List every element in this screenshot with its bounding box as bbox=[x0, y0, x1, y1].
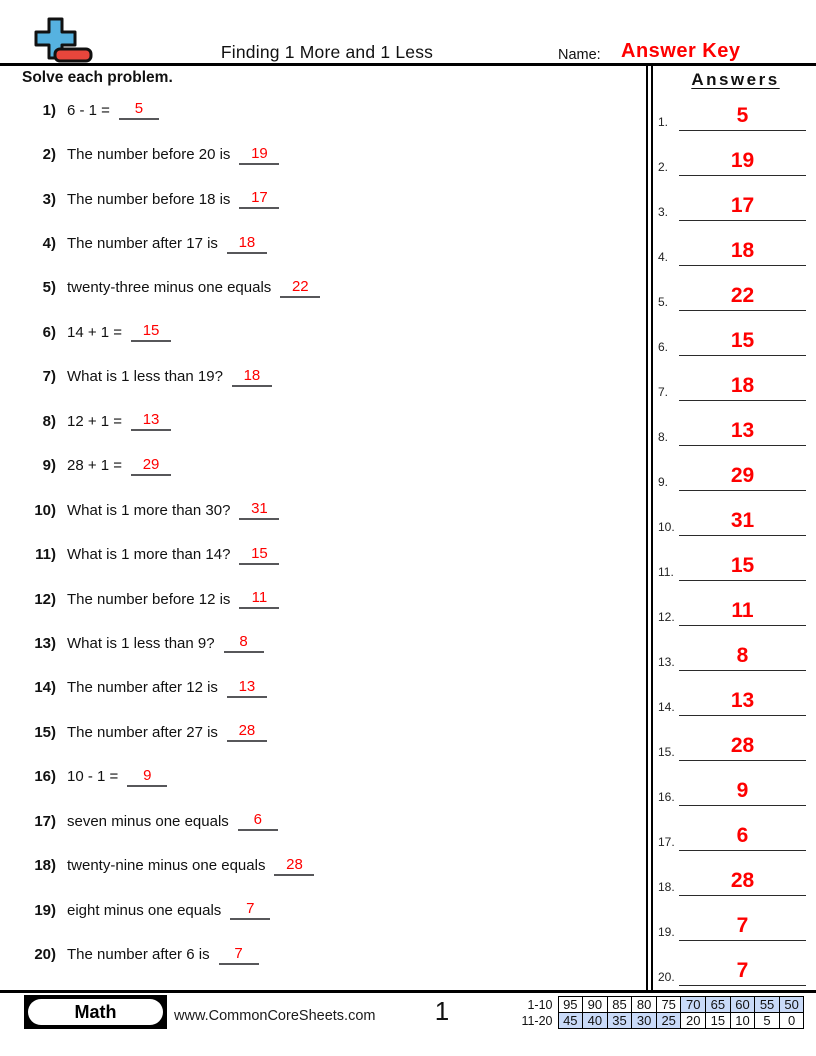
answer-row bbox=[655, 446, 816, 491]
problem-text: The number before 18 is bbox=[67, 190, 231, 208]
problem-text: What is 1 less than 19? bbox=[67, 368, 223, 386]
answer-value: 28 bbox=[679, 870, 806, 896]
worksheet-title: Finding 1 More and 1 Less bbox=[220, 42, 434, 62]
answer-row bbox=[655, 671, 816, 716]
problem-number: 2) bbox=[42, 146, 56, 164]
answer-row bbox=[655, 401, 816, 446]
problem-number: 5) bbox=[42, 279, 56, 297]
answer-number: 2. bbox=[658, 159, 669, 174]
subject-badge bbox=[24, 995, 167, 1029]
problem-number: 14) bbox=[34, 679, 56, 697]
problem-text: The number after 12 is bbox=[67, 679, 218, 697]
score-cell: 15 bbox=[706, 1013, 731, 1029]
score-cell: 95 bbox=[558, 997, 583, 1013]
problem-answer: 7 bbox=[219, 945, 259, 965]
answers-panel bbox=[655, 70, 816, 984]
score-row bbox=[516, 1013, 804, 1029]
answer-number: 15. bbox=[658, 744, 675, 759]
problem-number: 6) bbox=[42, 323, 56, 341]
problem-row bbox=[26, 355, 638, 399]
problem-answer: 18 bbox=[227, 234, 267, 254]
answer-row bbox=[655, 536, 816, 581]
answer-value: 8 bbox=[679, 645, 806, 671]
problem-text: 28 + 1 = bbox=[67, 457, 123, 475]
problem-number: 17) bbox=[34, 812, 56, 830]
problem-row bbox=[26, 310, 638, 354]
problem-row bbox=[26, 621, 638, 665]
problem-text: The number after 17 is bbox=[67, 235, 218, 253]
problem-number: 18) bbox=[34, 857, 56, 875]
answer-value: 29 bbox=[679, 465, 806, 491]
problem-row bbox=[26, 755, 638, 799]
problem-row bbox=[26, 132, 638, 176]
answers-divider bbox=[646, 63, 653, 990]
problem-text: The number after 27 is bbox=[67, 723, 218, 741]
answer-value: 7 bbox=[679, 960, 806, 986]
score-cell: 90 bbox=[583, 997, 608, 1013]
problem-answer: 13 bbox=[131, 411, 171, 431]
problem-text: twenty-three minus one equals bbox=[67, 279, 272, 297]
answer-value: 18 bbox=[679, 375, 806, 401]
problem-answer: 11 bbox=[239, 589, 279, 609]
answer-value: 13 bbox=[679, 690, 806, 716]
problem-number: 7) bbox=[42, 368, 56, 386]
answer-row bbox=[655, 896, 816, 941]
problem-answer: 15 bbox=[239, 545, 279, 565]
answer-value: 15 bbox=[679, 330, 806, 356]
problem-answer: 28 bbox=[227, 722, 267, 742]
score-cell: 45 bbox=[558, 1013, 583, 1029]
answer-number: 5. bbox=[658, 294, 669, 309]
score-cell: 65 bbox=[706, 997, 731, 1013]
answer-value: 9 bbox=[679, 780, 806, 806]
score-cell: 70 bbox=[681, 997, 706, 1013]
answer-value: 7 bbox=[679, 915, 806, 941]
problem-number: 20) bbox=[34, 946, 56, 964]
answer-value: 6 bbox=[679, 825, 806, 851]
problem-answer: 15 bbox=[131, 322, 171, 342]
problem-text: The number before 20 is bbox=[67, 146, 231, 164]
problem-number: 1) bbox=[42, 101, 56, 119]
problem-answer: 8 bbox=[224, 633, 264, 653]
name-label: Name: bbox=[558, 47, 601, 63]
answer-row bbox=[655, 806, 816, 851]
score-cell: 55 bbox=[755, 997, 780, 1013]
answer-value: 13 bbox=[679, 420, 806, 446]
answer-number: 8. bbox=[658, 429, 669, 444]
problem-row bbox=[26, 799, 638, 843]
website-url: www.CommonCoreSheets.com bbox=[174, 1008, 376, 1024]
score-cell: 0 bbox=[779, 1013, 804, 1029]
score-cell: 50 bbox=[779, 997, 804, 1013]
answer-number: 1. bbox=[658, 114, 669, 129]
problem-answer: 5 bbox=[119, 100, 159, 120]
problem-text: seven minus one equals bbox=[67, 812, 229, 830]
problem-number: 15) bbox=[34, 723, 56, 741]
header-rule bbox=[0, 63, 816, 66]
answer-row bbox=[655, 491, 816, 536]
problem-text: twenty-nine minus one equals bbox=[67, 857, 266, 875]
answer-row bbox=[655, 761, 816, 806]
answer-row bbox=[655, 941, 816, 986]
answer-number: 19. bbox=[658, 924, 675, 939]
score-table bbox=[516, 996, 804, 1029]
problem-text: The number before 12 is bbox=[67, 590, 231, 608]
score-cell: 60 bbox=[730, 997, 755, 1013]
problem-answer: 22 bbox=[280, 278, 320, 298]
answer-number: 7. bbox=[658, 384, 669, 399]
answer-row bbox=[655, 626, 816, 671]
problem-answer: 17 bbox=[239, 189, 279, 209]
answer-number: 20. bbox=[658, 969, 675, 984]
problem-number: 11) bbox=[35, 546, 56, 564]
answer-number: 16. bbox=[658, 789, 675, 804]
answers-list bbox=[655, 86, 816, 986]
answer-row bbox=[655, 716, 816, 761]
subject-badge-label: Math bbox=[28, 999, 163, 1025]
score-cell: 5 bbox=[755, 1013, 780, 1029]
answer-value: 31 bbox=[679, 510, 806, 536]
problem-row bbox=[26, 444, 638, 488]
problem-row bbox=[26, 710, 638, 754]
answer-value: 19 bbox=[679, 150, 806, 176]
answer-number: 18. bbox=[658, 879, 675, 894]
score-cell: 20 bbox=[681, 1013, 706, 1029]
score-range-label: 1-10 bbox=[527, 997, 553, 1012]
answer-row bbox=[655, 581, 816, 626]
problem-answer: 6 bbox=[238, 811, 278, 831]
problem-text: What is 1 less than 9? bbox=[67, 634, 215, 652]
problems-list bbox=[26, 88, 638, 977]
problem-answer: 18 bbox=[232, 367, 272, 387]
answer-number: 13. bbox=[658, 654, 675, 669]
score-cell: 40 bbox=[583, 1013, 608, 1029]
answer-row bbox=[655, 86, 816, 131]
answers-title: Answers bbox=[691, 70, 780, 89]
score-cell: 10 bbox=[730, 1013, 755, 1029]
problem-text: 12 + 1 = bbox=[67, 412, 123, 430]
problem-row bbox=[26, 399, 638, 443]
instructions: Solve each problem. bbox=[22, 69, 173, 86]
answer-number: 4. bbox=[658, 249, 669, 264]
problem-number: 16) bbox=[34, 768, 56, 786]
problem-number: 19) bbox=[34, 901, 56, 919]
problem-number: 8) bbox=[42, 412, 56, 430]
problem-answer: 31 bbox=[239, 500, 279, 520]
page-number: 1 bbox=[434, 996, 450, 1026]
answer-number: 6. bbox=[658, 339, 669, 354]
score-cell: 35 bbox=[607, 1013, 632, 1029]
answer-row bbox=[655, 851, 816, 896]
answer-row bbox=[655, 311, 816, 356]
problem-answer: 13 bbox=[227, 678, 267, 698]
answer-number: 10. bbox=[658, 519, 675, 534]
problem-row bbox=[26, 532, 638, 576]
problem-row bbox=[26, 932, 638, 976]
score-row bbox=[516, 997, 804, 1013]
problem-number: 13) bbox=[34, 634, 56, 652]
answer-value: 15 bbox=[679, 555, 806, 581]
answer-number: 14. bbox=[658, 699, 675, 714]
problem-row bbox=[26, 488, 638, 532]
answer-number: 17. bbox=[658, 834, 675, 849]
problem-row bbox=[26, 843, 638, 887]
problem-row bbox=[26, 221, 638, 265]
problem-text: 10 - 1 = bbox=[67, 768, 119, 786]
problem-text: What is 1 more than 14? bbox=[67, 546, 231, 564]
problem-answer: 7 bbox=[230, 900, 270, 920]
problem-text: 6 - 1 = bbox=[67, 101, 110, 119]
score-cell: 80 bbox=[632, 997, 657, 1013]
answer-number: 12. bbox=[658, 609, 675, 624]
name-value-answer-key: Answer Key bbox=[621, 40, 741, 62]
answer-number: 3. bbox=[658, 204, 669, 219]
score-range-label: 11-20 bbox=[521, 1013, 553, 1028]
problem-answer: 19 bbox=[239, 145, 279, 165]
score-table-body bbox=[516, 997, 804, 1029]
answer-value: 11 bbox=[679, 600, 806, 626]
problem-number: 10) bbox=[34, 501, 56, 519]
answer-row bbox=[655, 221, 816, 266]
score-cell: 85 bbox=[607, 997, 632, 1013]
problem-row bbox=[26, 88, 638, 132]
answer-number: 11. bbox=[658, 564, 674, 579]
answer-row bbox=[655, 266, 816, 311]
problem-text: 14 + 1 = bbox=[67, 323, 123, 341]
answer-row bbox=[655, 356, 816, 401]
problem-number: 12) bbox=[34, 590, 56, 608]
problem-row bbox=[26, 266, 638, 310]
problem-answer: 29 bbox=[131, 456, 171, 476]
answer-value: 5 bbox=[679, 105, 806, 131]
problem-text: eight minus one equals bbox=[67, 901, 222, 919]
answer-row bbox=[655, 176, 816, 221]
problem-row bbox=[26, 666, 638, 710]
answer-value: 18 bbox=[679, 240, 806, 266]
problem-text: The number after 6 is bbox=[67, 946, 210, 964]
footer-rule bbox=[0, 990, 816, 993]
problem-row bbox=[26, 177, 638, 221]
problem-row bbox=[26, 577, 638, 621]
answer-number: 9. bbox=[658, 474, 669, 489]
problem-row bbox=[26, 888, 638, 932]
score-cell: 25 bbox=[656, 1013, 681, 1029]
problem-answer: 9 bbox=[127, 767, 167, 787]
score-cell: 75 bbox=[656, 997, 681, 1013]
problem-number: 3) bbox=[42, 190, 56, 208]
problem-answer: 28 bbox=[274, 856, 314, 876]
problem-number: 4) bbox=[42, 235, 56, 253]
answer-value: 17 bbox=[679, 195, 806, 221]
answer-value: 28 bbox=[679, 735, 806, 761]
problem-number: 9) bbox=[42, 457, 56, 475]
answer-row bbox=[655, 131, 816, 176]
score-cell: 30 bbox=[632, 1013, 657, 1029]
answer-value: 22 bbox=[679, 285, 806, 311]
problem-text: What is 1 more than 30? bbox=[67, 501, 231, 519]
